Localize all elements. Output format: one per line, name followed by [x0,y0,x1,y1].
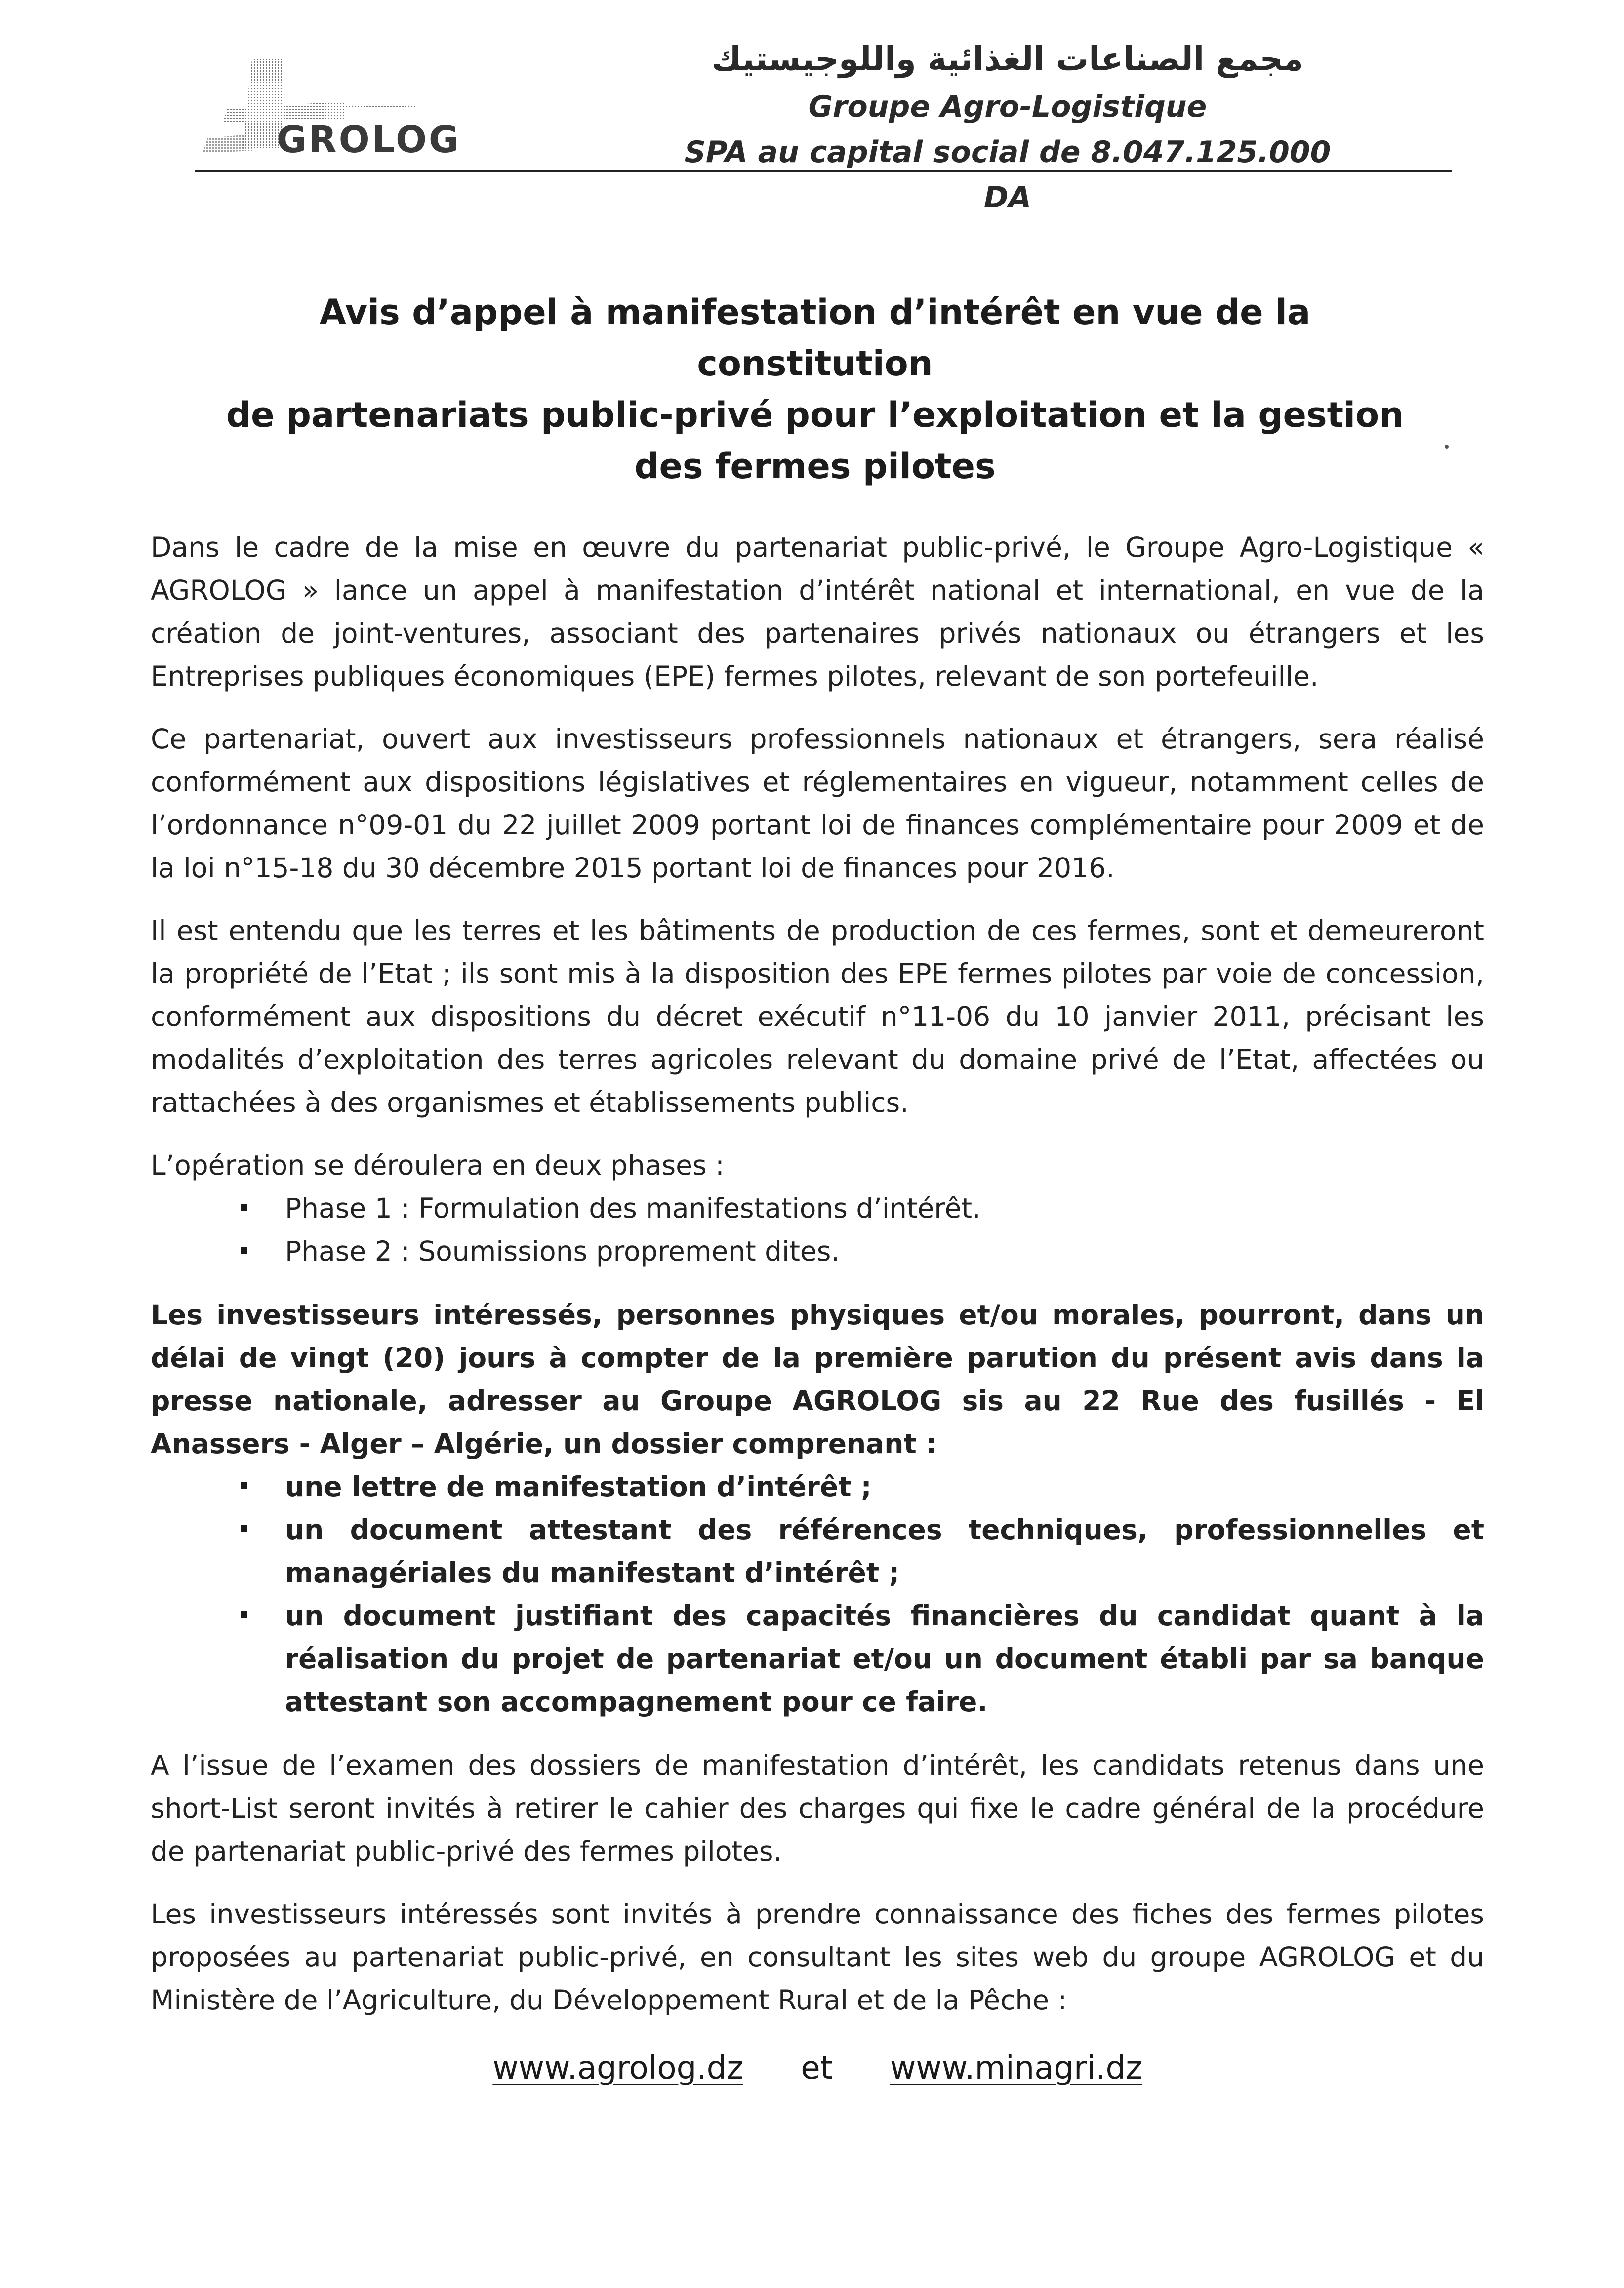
arabic-organization-name: مجمع الصناعات الغذائية واللوجيستيك [712,40,1303,78]
list-item: un document attestant des références techniques, professionnelles et managériales du manifestant d’intérêt ; [240,1509,1484,1594]
title-line: Avis d’appel à manifestation d’intérêt en vue de la constitution [319,292,1311,384]
notice-body [151,526,1484,2093]
agrolog-logo [198,49,494,163]
title-line: de partenariats public-privé pour l’exploitation et la gestion [226,395,1404,435]
paragraph-shortlist: A l’issue de l’examen des dossiers de manifestation d’intérêt, les candidats retenus dans une short-List seront invités à retirer le cahier des charges qui fixe le cadre général de la procédure de partenariat public-privé des fermes pilotes. [151,1750,1484,1867]
notice-title [207,286,1422,492]
paragraph-land-ownership: Il est entendu que les terres et les bâtiments de production de ces fermes, sont et demeureront la propriété de l’Etat ; ils sont mis à la disposition des EPE fermes pilotes par voie de concession, conformément aux dispositions du décret exécutif n°11-06 du 10 janvier 2011, précisant les modalités d’exploitation des terres agricoles relevant du domaine privé de l’Etat, affectées ou rattachées à des organismes et établissements publics. [151,915,1484,1118]
header-divider [195,170,1452,172]
list-item: un document justifiant des capacités financières du candidat quant à la réalisation du projet de partenariat et/ou un document établi par sa banque attestant son accompagnement pour ce faire. [240,1594,1484,1723]
group-name: Groupe Agro-Logistique [808,89,1207,124]
paragraph-context: Dans le cadre de la mise en œuvre du partenariat public-privé, le Groupe Agro-Logistique « AGROLOG » lance un appel à manifestation d’intérêt national et international, en vue de la création de joint-ventures, associant des partenaires privés nationaux ou étrangers et les Entreprises publiques économiques (EPE) fermes pilotes, relevant de son portefeuille. [151,531,1484,692]
website-links [151,2043,1484,2093]
list-item: Phase 1 : Formulation des manifestations d’intérêt. [240,1187,1484,1230]
paragraph-legal-framework: Ce partenariat, ouvert aux investisseurs professionnels nationaux et étrangers, sera réalisé conformément aux dispositions législatives et réglementaires en vigueur, notamment celles de l’ordonnance n°09-01 du 22 juillet 2009 portant loi de finances complémentaire pour 2009 et de la loi n°15-18 du 30 décembre 2015 portant loi de finances pour 2016. [151,723,1484,884]
legal-capital-line: SPA au capital social de 8.047.125.000 DA [684,135,1331,215]
phases-list [151,1187,1484,1273]
title-line: des fermes pilotes [634,446,996,487]
logo-text: GROLOG [277,119,461,161]
scan-speck [1445,445,1449,449]
dossier-list [151,1466,1484,1723]
links-separator: et [801,2050,833,2086]
list-item: une lettre de manifestation d’intérêt ; [240,1466,1484,1509]
paragraph-websites: Les investisseurs intéressés sont invités à prendre connaissance des fiches des fermes pilotes proposées au partenariat public-privé, en consultant les sites web du groupe AGROLOG et du Ministère de l’Agriculture, du Développement Rural et de la Pêche : [151,1898,1484,2016]
agrolog-website-link[interactable]: www.agrolog.dz [492,2050,743,2086]
header-organization [657,35,1358,220]
paragraph-submission: Les investisseurs intéressés, personnes physiques et/ou morales, pourront, dans un délai de vingt (20) jours à compter de la première parution du présent avis dans la presse nationale, adresser au Groupe AGROLOG sis au 22 Rue des fusillés - El Anassers - Alger – Algérie, un dossier comprenant : [151,1299,1484,1460]
phases-intro: L’opération se déroulera en deux phases : [151,1149,725,1181]
minagri-website-link[interactable]: www.minagri.dz [890,2050,1142,2086]
list-item: Phase 2 : Soumissions proprement dites. [240,1230,1484,1273]
